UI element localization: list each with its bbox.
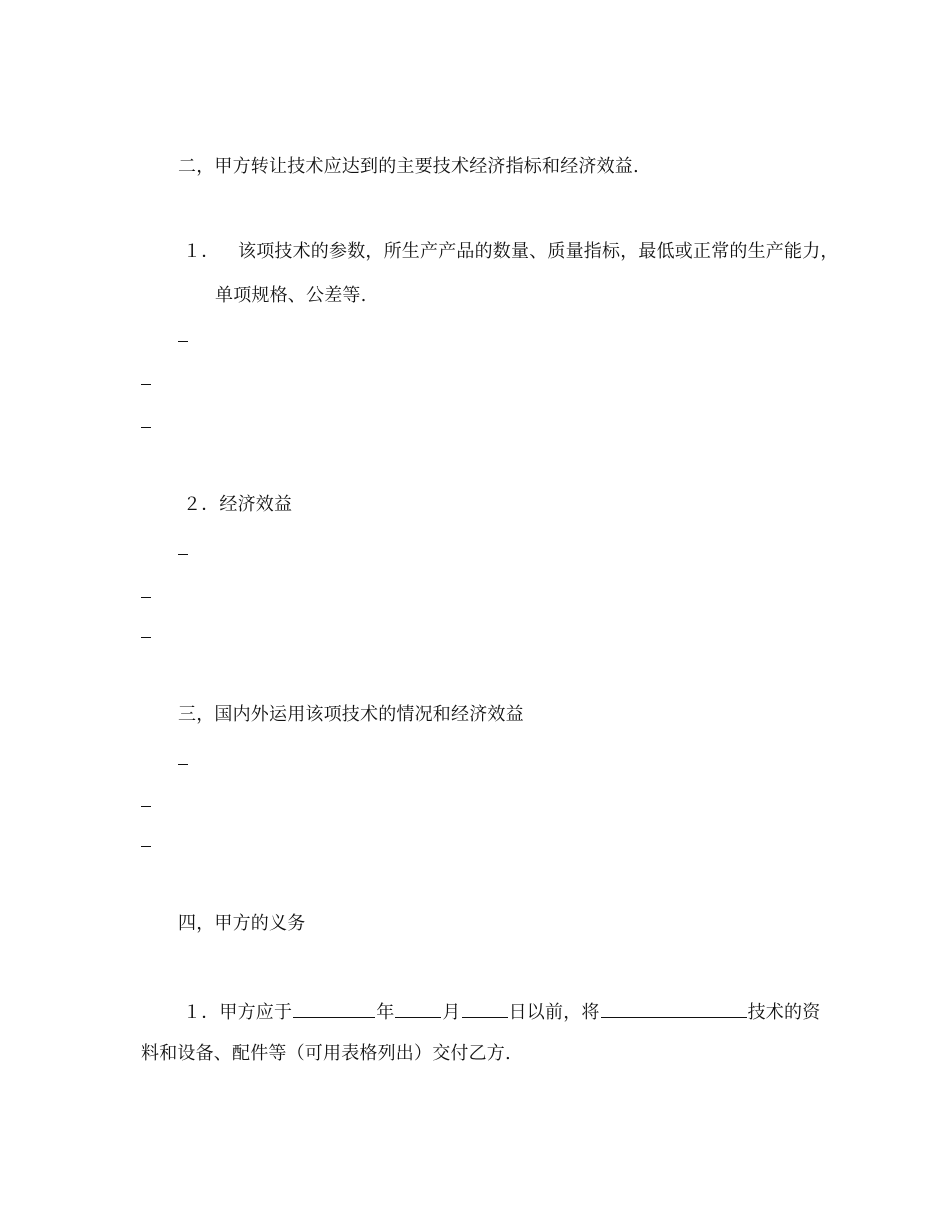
- blank-line-marker: [178, 764, 188, 765]
- section-4-heading: 四，甲方的义务: [178, 913, 306, 934]
- item-1-number: １．: [183, 241, 220, 262]
- item-2-label: ２．经济效益: [183, 494, 293, 515]
- obligation-prefix: １．甲方应于: [183, 1002, 293, 1023]
- section-2-heading: 二，甲方转让技术应达到的主要技术经济指标和经济效益.: [178, 156, 639, 177]
- blank-line-marker: [141, 597, 151, 598]
- month-blank[interactable]: [395, 999, 441, 1018]
- technology-name-blank[interactable]: [601, 999, 747, 1018]
- obligation-item-1-line1: [183, 999, 820, 1025]
- blank-line-marker: [141, 427, 151, 428]
- blank-line-marker: [141, 637, 151, 638]
- blank-line-marker: [178, 341, 188, 342]
- day-blank[interactable]: [462, 999, 508, 1018]
- year-label: 年: [376, 1002, 395, 1023]
- obligation-item-1-line2: 料和设备、配件等（可用表格列出）交付乙方.: [141, 1043, 511, 1064]
- day-suffix: 日以前，将: [508, 1002, 600, 1023]
- blank-line-marker: [141, 846, 151, 847]
- blank-line-marker: [178, 554, 188, 555]
- month-label: 月: [442, 1002, 461, 1023]
- section-3-heading: 三，国内外运用该项技术的情况和经济效益: [178, 704, 524, 725]
- blank-line-marker: [141, 384, 151, 385]
- year-blank[interactable]: [293, 999, 375, 1018]
- obligation-suffix: 技术的资: [747, 1002, 821, 1023]
- item-1-text-line2: 单项规格、公差等.: [215, 285, 367, 306]
- item-1-text-line1: 该项技术的参数，所生产产品的数量、质量指标，最低或正常的生产能力，: [238, 241, 839, 262]
- blank-line-marker: [141, 806, 151, 807]
